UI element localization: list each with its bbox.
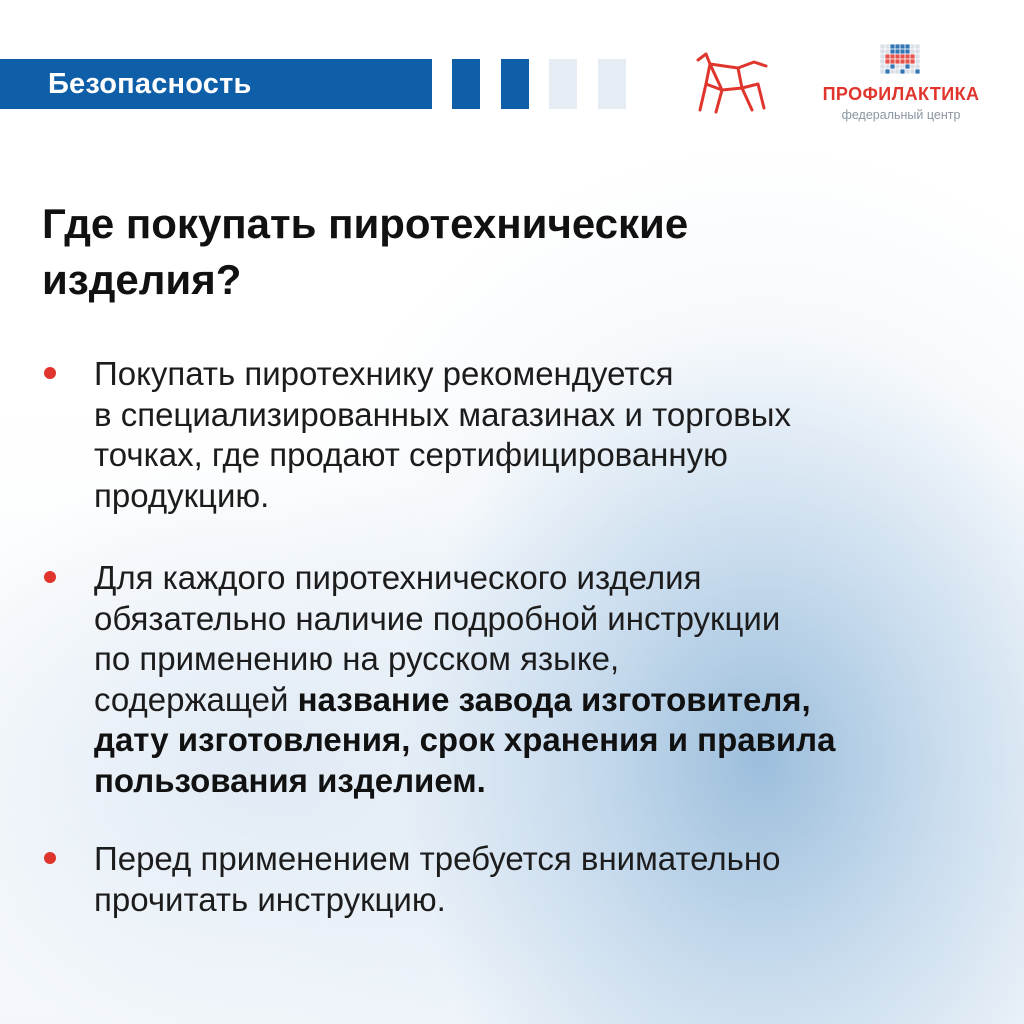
brand-grid-cell: [905, 59, 909, 63]
brand-grid-cell: [890, 69, 894, 73]
bullet-emphasis: дату изготовления, срок хранения и правила: [94, 721, 836, 758]
bullet-dot: [44, 852, 56, 864]
brand-grid-cell: [895, 69, 899, 73]
header-stripe: [452, 59, 480, 109]
brand-grid-cell: [910, 69, 914, 73]
brand-grid-cell: [890, 59, 894, 63]
bullet-line: продукцию.: [94, 476, 270, 514]
brand-grid-cell: [890, 44, 894, 48]
brand-grid-cell: [910, 44, 914, 48]
brand-grid-cell: [885, 54, 889, 58]
brand-grid-cell: [885, 69, 889, 73]
brand-grid-cell: [895, 44, 899, 48]
page-title: [42, 196, 942, 308]
bullet-item: [94, 354, 994, 516]
brand-grid-cell: [885, 59, 889, 63]
brand-grid-icon: [880, 44, 922, 76]
bullet-line: прочитать инструкцию.: [94, 880, 446, 918]
bullet-line: Для каждого пиротехнического изделия: [94, 559, 702, 596]
brand-grid-cell: [900, 44, 904, 48]
brand-grid-cell: [895, 59, 899, 63]
header-stripe: [549, 59, 577, 109]
bullet-dot: [44, 571, 56, 583]
brand-grid-cell: [915, 54, 919, 58]
brand-grid-cell: [890, 64, 894, 68]
header-stripe: [501, 59, 529, 109]
brand-grid-cell: [880, 54, 884, 58]
horse-icon: [694, 50, 770, 116]
brand-grid-cell: [885, 49, 889, 53]
brand-grid-cell: [915, 49, 919, 53]
bullet-line: точках, где продают сертифицированную: [94, 436, 728, 473]
brand-grid-cell: [900, 69, 904, 73]
brand-grid-cell: [905, 54, 909, 58]
brand-grid-cell: [910, 49, 914, 53]
brand-grid-cell: [915, 59, 919, 63]
bullet-text: содержащей: [94, 680, 298, 718]
brand-grid-cell: [905, 69, 909, 73]
title-line: изделия?: [42, 256, 242, 303]
brand-grid-cell: [885, 44, 889, 48]
brand-grid-cell: [905, 64, 909, 68]
brand-grid-cell: [885, 64, 889, 68]
bullet-item: [94, 558, 994, 801]
bullet-emphasis: название завода изготовителя,: [297, 680, 811, 718]
bullet-dot: [44, 367, 56, 379]
brand-grid-cell: [880, 69, 884, 73]
bullet-line: Покупать пиротехнику рекомендуется: [94, 355, 674, 392]
bullet-line: по применению на русском языке,: [94, 640, 620, 677]
brand-subtitle: федеральный центр: [841, 108, 961, 122]
header-stripe: [598, 59, 626, 109]
brand-grid-cell: [900, 59, 904, 63]
title-line: Где покупать пиротехнические: [42, 200, 689, 247]
brand-name: ПРОФИЛАКТИКА: [822, 84, 980, 104]
brand-grid-cell: [890, 49, 894, 53]
bullet-line: [94, 680, 994, 721]
brand-grid-cell: [900, 64, 904, 68]
brand-grid-cell: [910, 54, 914, 58]
bullet-line: в специализированных магазинах и торговых: [94, 395, 792, 433]
brand-grid-cell: [910, 64, 914, 68]
bullet-item: [94, 839, 994, 920]
brand-grid-cell: [915, 44, 919, 48]
brand-grid-cell: [880, 64, 884, 68]
bullet-line: Перед применением требуется внимательно: [94, 840, 781, 877]
brand-grid-cell: [915, 64, 919, 68]
brand-grid-cell: [895, 49, 899, 53]
brand-grid-cell: [880, 59, 884, 63]
brand-grid-cell: [880, 44, 884, 48]
brand-grid-cell: [905, 49, 909, 53]
brand-grid-cell: [880, 49, 884, 53]
brand-grid-cell: [895, 64, 899, 68]
brand-grid-cell: [900, 54, 904, 58]
brand-grid-cell: [890, 54, 894, 58]
brand-grid-cell: [900, 49, 904, 53]
brand-grid-cell: [905, 44, 909, 48]
bullet-emphasis: пользования изделием.: [94, 761, 486, 799]
brand-grid-cell: [895, 54, 899, 58]
category-label: Безопасность: [48, 68, 252, 100]
brand-grid-cell: [910, 59, 914, 63]
bullet-line: обязательно наличие подробной инструкции: [94, 599, 781, 637]
brand-grid-cell: [915, 69, 919, 73]
